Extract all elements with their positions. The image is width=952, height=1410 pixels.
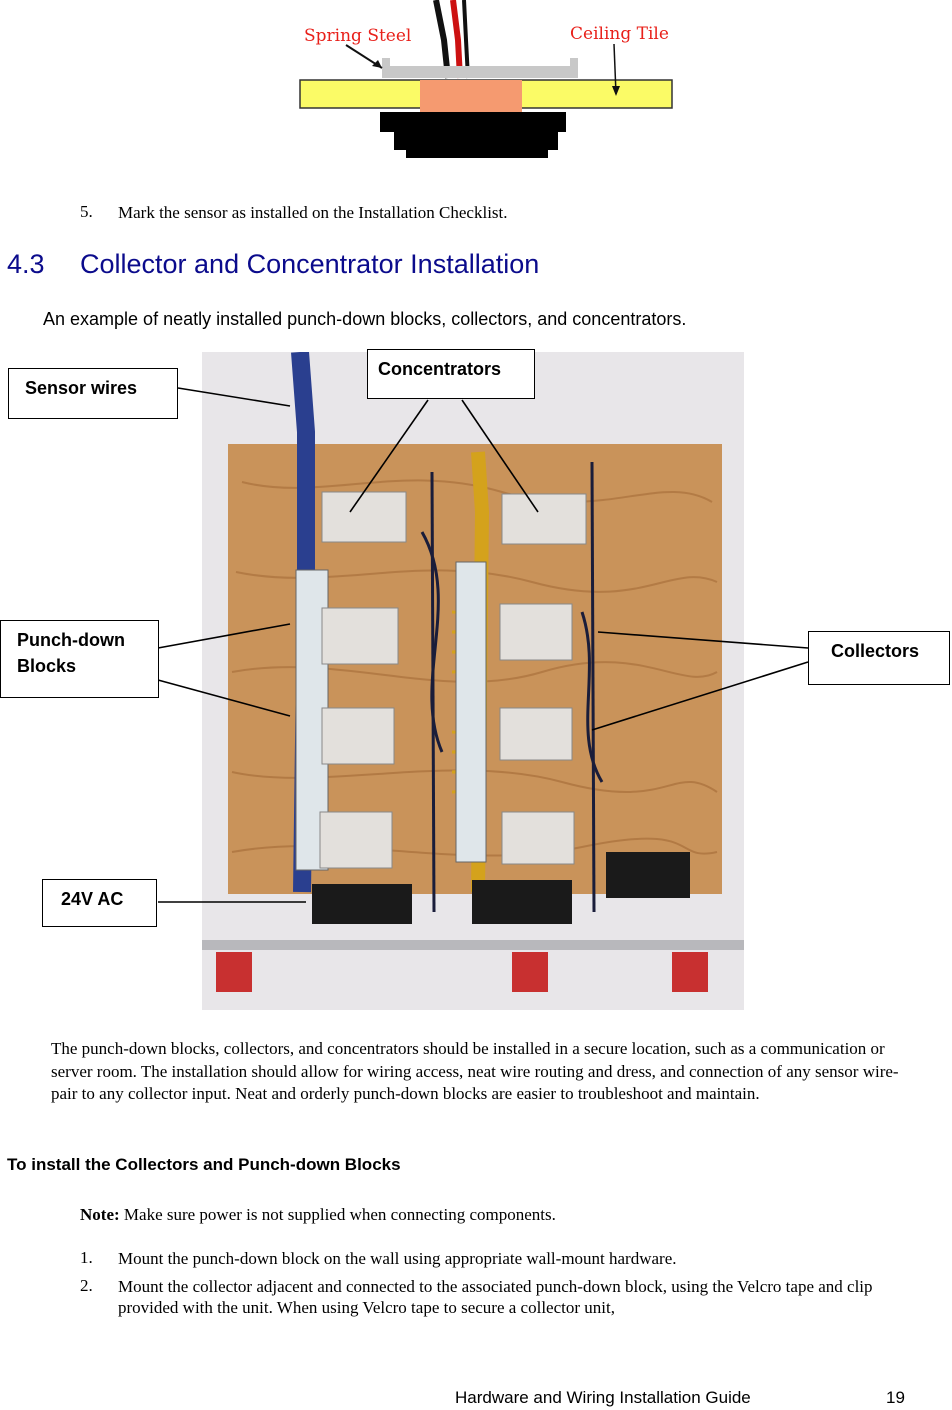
step-number: 1. <box>80 1248 93 1267</box>
note-text: Make sure power is not supplied when connecting components. <box>123 1205 556 1224</box>
callout-sensor-wires <box>8 368 178 419</box>
callout-concentrators <box>367 349 535 399</box>
spring-steel-label: Spring Steel <box>304 26 412 46</box>
procedure-heading: To install the Collectors and Punch-down Blocks <box>7 1155 401 1174</box>
callout-text: Collectors <box>831 641 920 661</box>
callout-text-line1: Punch-down <box>17 630 125 650</box>
step-text: Mount the punch-down block on the wall using appropriate wall-mount hardware. <box>118 1249 677 1268</box>
step-text: Mount the collector adjacent and connected to the associated punch-down block, using the Velcro tape and clip provided with the unit. When using Velcro tape to secure a collector unit, <box>118 1277 873 1317</box>
note <box>80 1205 556 1225</box>
callout-text: Sensor wires <box>25 378 138 398</box>
body-paragraph: The punch-down blocks, collectors, and concentrators should be installed in a secure location, such as a communication or server room. The installation should allow for wiring access, neat wire routing and dress, and connection of any sensor wire-pair to any collector input. Neat and orderly punch-down blocks are easier to troubleshoot and maintain. <box>51 1039 899 1103</box>
section-number: 4.3 <box>7 249 45 279</box>
ceiling-tile-label: Ceiling Tile <box>570 24 669 44</box>
step-number: 2. <box>80 1276 93 1295</box>
note-label: Note: <box>80 1205 120 1224</box>
callout-24v-ac <box>42 879 157 927</box>
intro-text: An example of neatly installed punch-down blocks, collectors, and concentrators. <box>43 309 687 329</box>
callout-collectors <box>808 631 950 685</box>
step-text: Mark the sensor as installed on the Installation Checklist. <box>118 203 508 222</box>
callout-punch-down-blocks <box>0 620 159 698</box>
step-number: 5. <box>80 202 93 221</box>
section-title: Collector and Concentrator Installation <box>80 249 540 279</box>
footer-page-number: 19 <box>886 1388 905 1407</box>
callout-text-line2: Blocks <box>17 656 77 676</box>
footer-guide-title: Hardware and Wiring Installation Guide <box>455 1388 751 1407</box>
callout-text: Concentrators <box>378 359 502 379</box>
callout-text: 24V AC <box>61 889 124 909</box>
